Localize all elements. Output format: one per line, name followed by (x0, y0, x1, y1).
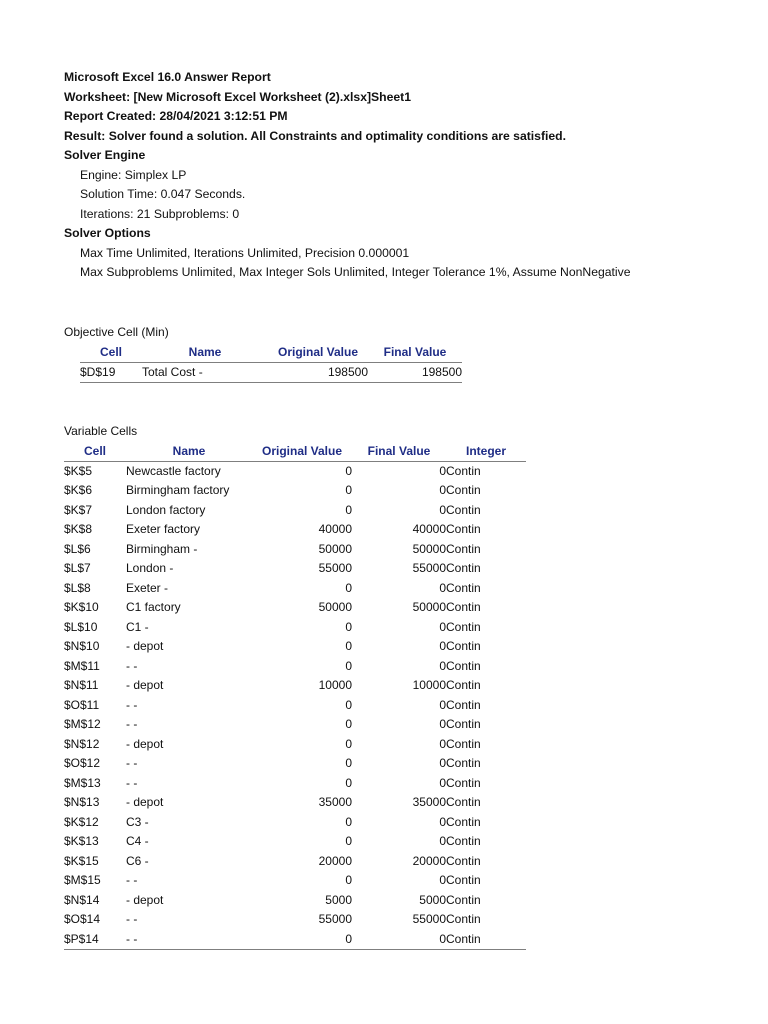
integer-type: Contin (446, 658, 481, 673)
cell-name: - depot (126, 736, 164, 751)
table-row (64, 598, 526, 618)
table-row (64, 832, 526, 852)
cell-ref: $K$15 (64, 853, 99, 868)
final-value: 0 (439, 717, 446, 731)
cell-ref: $N$10 (64, 639, 100, 653)
integer-type: Contin (446, 834, 481, 848)
original-value: 198500 (268, 362, 368, 383)
integer-type: Contin (446, 522, 481, 536)
integer-type: Contin (446, 697, 481, 712)
cell-ref: $L$7 (64, 561, 91, 575)
table-row (64, 540, 526, 560)
integer-type: Contin (446, 814, 481, 829)
integer-type: Contin (446, 795, 481, 809)
cell-name: Birmingham - (126, 541, 198, 556)
variable-section (64, 422, 526, 950)
final-value: 50000 (412, 541, 446, 556)
table-row (64, 754, 526, 774)
col-header-name: Name (126, 442, 252, 462)
final-value: 198500 (368, 362, 462, 383)
integer-type: Contin (446, 541, 481, 556)
original-value: 0 (345, 697, 352, 712)
final-value: 10000 (412, 678, 446, 692)
cell-ref: $K$10 (64, 600, 99, 614)
cell-name: C6 - (126, 853, 149, 868)
report-title: Microsoft Excel 16.0 Answer Report (64, 70, 271, 84)
final-value: 20000 (412, 853, 446, 868)
original-value: 0 (345, 639, 352, 653)
cell-name: - - (126, 658, 138, 673)
cell-ref: $L$6 (64, 541, 91, 556)
cell-ref: $N$13 (64, 795, 100, 809)
objective-title: Objective Cell (Min) (64, 325, 169, 339)
original-value: 0 (345, 834, 352, 848)
variable-header-row (64, 442, 526, 462)
integer-type: Contin (446, 930, 526, 950)
cell-name: - - (126, 775, 138, 790)
table-row (80, 362, 462, 383)
col-header-final: Final Value (368, 343, 462, 363)
answer-report (64, 68, 724, 946)
final-value: 50000 (412, 600, 446, 614)
original-value: 50000 (318, 541, 352, 556)
col-header-integer: Integer (446, 442, 526, 462)
integer-type: Contin (446, 853, 481, 868)
cell-name: Birmingham factory (126, 483, 230, 497)
original-value: 10000 (318, 678, 352, 692)
integer-type: Contin (446, 892, 481, 907)
final-value: 0 (439, 814, 446, 829)
integer-type: Contin (446, 912, 481, 926)
original-value: 50000 (318, 600, 352, 614)
original-value: 0 (345, 814, 352, 829)
objective-header-row (80, 343, 462, 363)
cell-ref: $K$13 (64, 834, 99, 848)
col-header-original: Original Value (268, 343, 368, 363)
col-header-final: Final Value (352, 442, 446, 462)
final-value: 0 (439, 580, 446, 595)
worksheet-line: Worksheet: [New Microsoft Excel Worksheet (2).xlsx]Sheet1 (64, 89, 411, 104)
cell-ref: $K$12 (64, 814, 99, 829)
integer-type: Contin (446, 717, 481, 731)
cell-ref: $P$14 (64, 930, 126, 950)
final-value: 35000 (412, 795, 446, 809)
table-row (64, 930, 526, 950)
cell-ref: $M$11 (64, 658, 100, 673)
integer-type: Contin (446, 561, 481, 575)
original-value: 0 (345, 619, 352, 634)
solver-options-heading: Solver Options (64, 226, 151, 240)
original-value: 0 (345, 756, 352, 770)
integer-type: Contin (446, 463, 481, 478)
col-header-original: Original Value (252, 442, 352, 462)
integer-type: Contin (446, 639, 481, 653)
cell-name: - - (126, 717, 138, 731)
cell-name: - - (126, 912, 138, 926)
integer-type: Contin (446, 483, 481, 497)
table-row (64, 852, 526, 872)
integer-type: Contin (446, 775, 481, 790)
cell-ref: $M$15 (64, 873, 101, 887)
final-value: 0 (439, 756, 446, 770)
final-value: 0 (439, 873, 446, 887)
original-value: 0 (345, 717, 352, 731)
original-value: 0 (345, 463, 352, 478)
final-value: 0 (439, 483, 446, 497)
final-value: 0 (439, 502, 446, 517)
variable-title: Variable Cells (64, 424, 138, 438)
col-header-cell: Cell (80, 343, 142, 363)
cell-ref: $K$6 (64, 483, 93, 497)
cell-ref: $K$7 (64, 502, 93, 517)
cell-name: London factory (126, 502, 206, 517)
objective-table (80, 343, 462, 384)
final-value: 0 (439, 658, 446, 673)
original-value: 0 (345, 483, 352, 497)
cell-name: Newcastle factory (126, 463, 221, 478)
original-value: 0 (345, 873, 352, 887)
cell-name: C1 - (126, 619, 149, 634)
final-value: 55000 (412, 912, 446, 926)
engine-line: Engine: Simplex LP (80, 167, 187, 182)
variable-table-body (64, 461, 526, 950)
integer-type: Contin (446, 580, 481, 595)
cell-name: Total Cost - (142, 362, 268, 383)
table-row (64, 657, 526, 677)
original-value: 40000 (318, 522, 352, 536)
iterations-line: Iterations: 21 Subproblems: 0 (80, 206, 240, 221)
cell-ref: $N$12 (64, 736, 100, 751)
table-row (64, 618, 526, 638)
col-header-cell: Cell (64, 442, 126, 462)
cell-ref: $D$19 (80, 362, 142, 383)
cell-ref: $M$13 (64, 775, 101, 790)
cell-ref: $L$8 (64, 580, 91, 595)
cell-name: C1 factory (126, 600, 181, 614)
cell-name: - depot (126, 678, 164, 692)
table-row (64, 579, 526, 599)
result-line: Result: Solver found a solution. All Constraints and optimality conditions are satisfied. (64, 128, 567, 143)
cell-name: - - (126, 756, 138, 770)
final-value: 0 (439, 463, 446, 478)
report-created-line: Report Created: 28/04/2021 3:12:51 PM (64, 109, 288, 123)
solver-engine-heading: Solver Engine (64, 148, 146, 162)
final-value: 55000 (412, 561, 446, 575)
cell-ref: $M$12 (64, 717, 101, 731)
cell-name: C4 - (126, 834, 149, 848)
table-row (64, 735, 526, 755)
cell-name: Exeter - (126, 580, 169, 595)
integer-type: Contin (446, 873, 481, 887)
final-value: 0 (439, 775, 446, 790)
table-row (64, 793, 526, 813)
cell-name: Exeter factory (126, 522, 201, 536)
table-row (64, 696, 526, 716)
integer-type: Contin (446, 736, 481, 751)
variable-table (64, 442, 526, 951)
original-value: 35000 (318, 795, 352, 809)
cell-name: - - (126, 930, 252, 950)
original-value: 0 (345, 736, 352, 751)
original-value: 0 (345, 502, 352, 517)
integer-type: Contin (446, 502, 481, 517)
cell-name: - - (126, 697, 138, 712)
cell-name: - - (126, 873, 138, 887)
integer-type: Contin (446, 600, 481, 614)
cell-ref: $K$5 (64, 463, 93, 478)
options-line-1: Max Time Unlimited, Iterations Unlimited, Precision 0.000001 (80, 245, 410, 260)
cell-ref: $O$12 (64, 756, 101, 770)
cell-name: - depot (126, 795, 164, 809)
table-row (64, 891, 526, 911)
cell-name: - depot (126, 892, 164, 907)
col-header-name: Name (142, 343, 268, 363)
integer-type: Contin (446, 756, 481, 770)
cell-name: London - (126, 561, 174, 575)
solution-time-line: Solution Time: 0.047 Seconds. (80, 187, 246, 201)
original-value: 0 (252, 930, 352, 950)
options-line-2: Max Subproblems Unlimited, Max Integer Sols Unlimited, Integer Tolerance 1%, Assume NonNegative (80, 265, 631, 279)
cell-ref: $O$14 (64, 912, 101, 926)
original-value: 0 (345, 775, 352, 790)
original-value: 55000 (318, 912, 352, 926)
cell-name: - depot (126, 639, 164, 653)
table-row (64, 461, 526, 481)
original-value: 5000 (325, 892, 352, 907)
original-value: 0 (345, 580, 352, 595)
table-row (64, 871, 526, 891)
final-value: 40000 (412, 522, 446, 536)
final-value: 0 (439, 697, 446, 712)
table-row (64, 910, 526, 930)
table-row (64, 715, 526, 735)
final-value: 0 (352, 930, 446, 950)
objective-section (64, 323, 462, 383)
table-row (64, 559, 526, 579)
final-value: 5000 (419, 892, 446, 907)
cell-ref: $N$11 (64, 678, 99, 692)
final-value: 0 (439, 639, 446, 653)
cell-ref: $N$14 (64, 892, 100, 907)
table-row (64, 676, 526, 696)
integer-type: Contin (446, 678, 481, 692)
cell-ref: $L$10 (64, 619, 98, 634)
final-value: 0 (439, 736, 446, 751)
final-value: 0 (439, 619, 446, 634)
cell-name: C3 - (126, 814, 149, 829)
table-row (64, 481, 526, 501)
table-row (64, 774, 526, 794)
original-value: 55000 (318, 561, 352, 575)
cell-ref: $O$11 (64, 697, 100, 712)
original-value: 20000 (318, 853, 352, 868)
table-row (64, 520, 526, 540)
table-row (64, 813, 526, 833)
integer-type: Contin (446, 619, 481, 634)
final-value: 0 (439, 834, 446, 848)
original-value: 0 (345, 658, 352, 673)
table-row (64, 501, 526, 521)
cell-ref: $K$8 (64, 522, 93, 536)
table-row (64, 637, 526, 657)
